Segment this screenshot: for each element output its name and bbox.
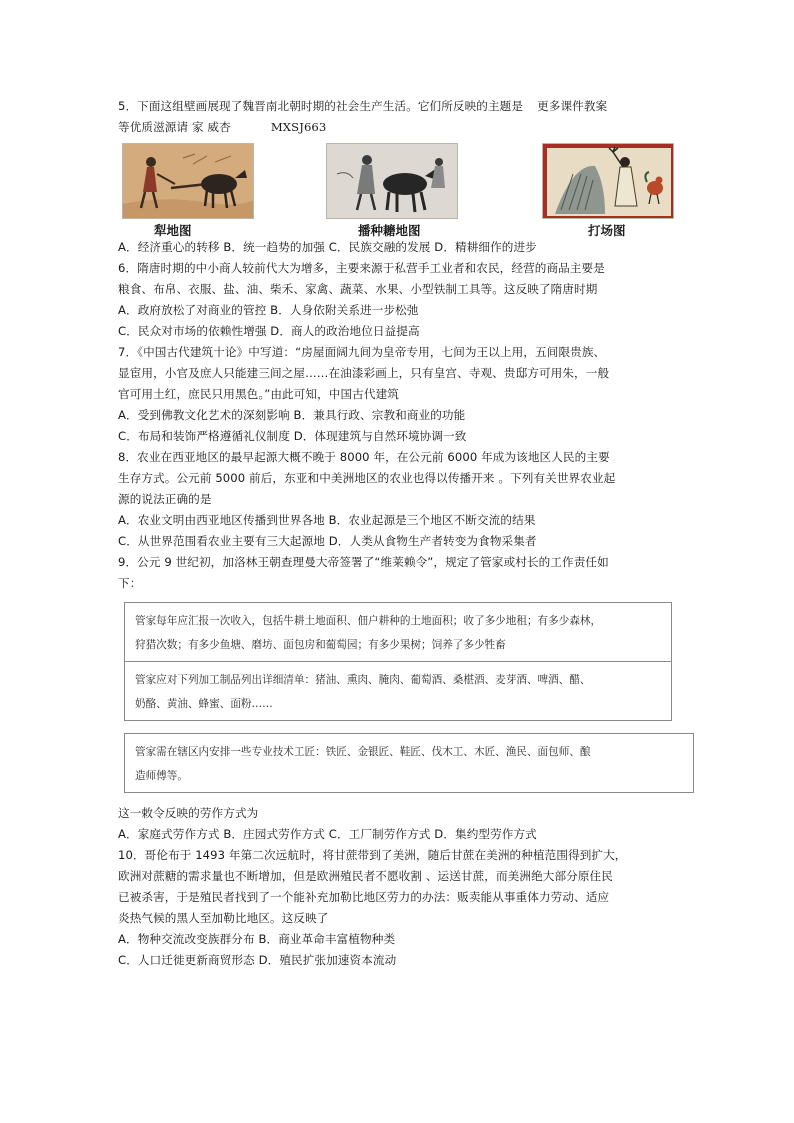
figure-caption: 播种耱地图 bbox=[358, 223, 421, 238]
q10-line: 欧洲对蔗糖的需求量也不断增加，但是欧洲殖民者不愿收割 、运送甘蔗，而美洲绝大部分原住民 bbox=[118, 869, 613, 883]
q9-line: 9．公元 9 世纪初，加洛林王朝查理曼大帝签署了“维莱赖令”，规定了管家或村长的工作责任如 bbox=[118, 555, 609, 569]
q6-line: 粮食、布帛、衣服、盐、油、柴禾、家禽、蔬菜、水果、小型铁制工具等。这反映了隋唐时期 bbox=[118, 282, 598, 296]
q10-line: 已被杀害，于是殖民者找到了一个能补充加勒比地区劳力的办法：贩卖能从事重体力劳动、适应 bbox=[118, 890, 610, 904]
mural-threshing bbox=[542, 143, 674, 238]
q10-line: 炎热气候的黑人至加勒比地区。这反映了 bbox=[118, 911, 329, 925]
q8-line: 生存方式。公元前 5000 前后，东亚和中美洲地区的农业也得以传播开来 。下列有关世界农业起 bbox=[118, 471, 616, 485]
figure-caption: 犁地图 bbox=[154, 223, 192, 238]
mural-plowing bbox=[122, 143, 254, 238]
q6-line: 6．隋唐时期的中小商人较前代大为增多，主要来源于私营手工业者和农民，经营的商品主要是 bbox=[118, 261, 605, 275]
q8-line: 8．农业在西亚地区的最早起源大概不晚于 8000 年，在公元前 6000 年成为该地区人民的主要 bbox=[118, 450, 610, 464]
q10-option: A．物种交流改变族群分布 B．商业革命丰富植物种类 bbox=[118, 932, 396, 946]
q9-excerpt-box: 管家需在辖区内安排一些专业技术工匠：铁匠、金银匠、鞋匠、伐木工、木匠、渔民、面包师、酿 造师傅等。 bbox=[124, 733, 694, 793]
q5-stem-line-1: 5．下面这组壁画展现了魏晋南北朝时期的社会生产生活。它们所反映的主题是 更多课件教案 bbox=[118, 99, 608, 113]
q9-excerpt-table bbox=[124, 602, 672, 721]
threshing-mural-image bbox=[542, 143, 674, 219]
q8-line: 源的说法正确的是 bbox=[118, 492, 212, 506]
exam-page bbox=[118, 96, 678, 971]
ad-code: MXSJ663 bbox=[270, 120, 327, 134]
q7-option: A．受到佛教文化艺术的深刻影响 B．兼具行政、宗教和商业的功能 bbox=[118, 408, 466, 422]
q10-option: C．人口迁徙更新商贸形态 D．殖民扩张加速资本流动 bbox=[118, 953, 397, 967]
q6-option: A．政府放松了对商业的管控 B．人身依附关系进一步松弛 bbox=[118, 303, 419, 317]
q5-options: A．经济重心的转移 B．统一趋势的加强 C．民族交融的发展 D．精耕细作的进步 bbox=[118, 240, 537, 254]
q6-option: C．民众对市场的依赖性增强 D．商人的政治地位日益提高 bbox=[118, 324, 420, 338]
q8-option: C．从世界范围看农业主要有三大起源地 D．人类从食物生产者转变为食物采集者 bbox=[118, 534, 537, 548]
q7-option: C．布局和装饰严格遵循礼仪制度 D．体现建筑与自然环境协调一致 bbox=[118, 429, 467, 443]
q9-line: 下： bbox=[118, 576, 142, 590]
figure-caption: 打场图 bbox=[588, 223, 626, 238]
q7-line: 显宦用，小官及庶人只能建三间之屋……在油漆彩画上，只有皇宫、寺观、贵邸方可用朱，一般 bbox=[118, 366, 610, 380]
q7-line: 7．《中国古代建筑十论》中写道：“房屋面阔九间为皇帝专用，七间为王以上用，五间限贵族、 bbox=[118, 345, 606, 359]
q8-option: A．农业文明由西亚地区传播到世界各地 B．农业起源是三个地区不断交流的结果 bbox=[118, 513, 536, 527]
sowing-mural-image bbox=[326, 143, 458, 219]
q5-stem-line-2: 等优质滋源请 家 威杏 MXSJ663 bbox=[118, 120, 327, 134]
mural-sowing bbox=[326, 143, 458, 238]
q9-excerpt-box: 管家每年应汇报一次收入，包括牛耕土地面积、佃户耕种的土地面积；收了多少地租；有多少森林， 狩猎次数；有多少鱼塘、磨坊、面包房和葡萄园；有多少果树；饲养了多少牲畜 bbox=[124, 602, 672, 662]
q10-line: 10．哥伦布于 1493 年第二次远航时，将甘蔗带到了美洲，随后甘蔗在美洲的种植范围得到扩大， bbox=[118, 848, 627, 862]
q9-option: A．家庭式劳作方式 B．庄园式劳作方式 C．工厂制劳作方式 D．集约型劳作方式 bbox=[118, 827, 537, 841]
mural-figures bbox=[118, 143, 678, 237]
ad-text: 更多课件教案 bbox=[537, 99, 608, 113]
q9-excerpt-box: 管家应对下列加工制品列出详细清单：猪油、熏肉、腌肉、葡萄酒、桑椹酒、麦芽酒、啤酒、醋、 奶酪、黄油、蜂蜜、面粉…… bbox=[124, 662, 672, 721]
q7-line: 官可用土红，庶民只用黑色。”由此可知，中国古代建筑 bbox=[118, 387, 399, 401]
q9-line: 这一敕令反映的劳作方式为 bbox=[118, 806, 259, 820]
plowing-mural-image bbox=[122, 143, 254, 219]
